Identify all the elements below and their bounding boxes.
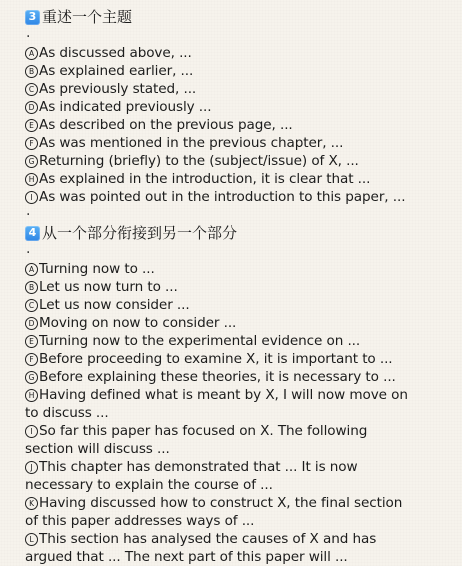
list-item [25, 62, 454, 80]
list-item-text: As discussed above, ... [39, 45, 192, 61]
list-item-text: As indicated previously ... [39, 99, 212, 115]
list-item [25, 494, 454, 512]
list-item-text: Before explaining these theories, it is necessary to ... [39, 369, 396, 385]
list-item-text: As explained earlier, ... [39, 63, 194, 79]
list-item [25, 314, 454, 332]
list-item [25, 188, 454, 206]
list-item [25, 458, 454, 476]
separator-dot: . [26, 25, 31, 41]
circled-letter-a: A [25, 47, 38, 60]
list-item [25, 350, 454, 368]
list-item-text: As previously stated, ... [39, 81, 197, 97]
list-item-text: This section has analysed the causes of X and has [39, 531, 377, 547]
list-item-text: This chapter has demonstrated that ... It is now [39, 459, 358, 475]
list-item-text: So far this paper has focused on X. The following [39, 423, 368, 439]
section-3-heading [25, 6, 454, 28]
number-3-badge-icon: 3 [25, 10, 40, 25]
circled-letter-j: J [25, 461, 38, 474]
list-item-text: Turning now to ... [39, 261, 155, 277]
list-item [25, 422, 454, 440]
list-item-text: Turning now to the experimental evidence on ... [39, 333, 361, 349]
list-item [25, 296, 454, 314]
circled-letter-a: A [25, 263, 38, 276]
list-item [25, 368, 454, 386]
list-item-text: Having defined what is meant by X, I will now move on [39, 387, 408, 403]
list-item [25, 152, 454, 170]
circled-letter-i: I [25, 425, 38, 438]
list-item-text: Let us now consider ... [39, 297, 190, 313]
circled-letter-g: G [25, 155, 38, 168]
circled-letter-d: D [25, 101, 38, 114]
list-item-text: Returning (briefly) to the (subject/issue) of X, ... [39, 153, 359, 169]
list-item [25, 44, 454, 62]
section-3-title: 重述一个主题 [42, 8, 133, 26]
list-item [25, 386, 454, 404]
circled-letter-b: B [25, 281, 38, 294]
list-item-continuation: necessary to explain the course of ... [25, 477, 273, 493]
list-item-text: Moving on now to consider ... [39, 315, 237, 331]
circled-letter-l: L [25, 533, 38, 546]
list-item-text: As was pointed out in the introduction to this paper, ... [39, 189, 406, 205]
circled-letter-g: G [25, 371, 38, 384]
list-item-text: As was mentioned in the previous chapter, ... [39, 135, 344, 151]
list-item [25, 260, 454, 278]
circled-letter-b: B [25, 65, 38, 78]
list-item-text: As explained in the introduction, it is clear that ... [39, 171, 371, 187]
list-item [25, 332, 454, 350]
circled-letter-e: E [25, 119, 38, 132]
list-item [25, 530, 454, 548]
list-item-text: As described on the previous page, ... [39, 117, 293, 133]
circled-letter-h: H [25, 389, 38, 402]
number-4-badge-icon: 4 [25, 226, 40, 241]
circled-letter-c: C [25, 299, 38, 312]
list-item [25, 134, 454, 152]
circled-letter-k: K [25, 497, 38, 510]
list-item [25, 170, 454, 188]
separator-dot: . [26, 203, 31, 219]
circled-letter-c: C [25, 83, 38, 96]
list-item-continuation: argued that ... The next part of this paper will ... [25, 549, 348, 565]
list-item [25, 278, 454, 296]
list-item-continuation: to discuss ... [25, 405, 109, 421]
list-item [25, 116, 454, 134]
list-item-text: Let us now turn to ... [39, 279, 178, 295]
list-item [25, 80, 454, 98]
circled-letter-i: I [25, 191, 38, 204]
list-item-text: Before proceeding to examine X, it is important to ... [39, 351, 393, 367]
circled-letter-d: D [25, 317, 38, 330]
circled-letter-e: E [25, 335, 38, 348]
section-4-title: 从一个部分衔接到另一个部分 [42, 224, 238, 242]
list-item-continuation: section will discuss ... [25, 441, 170, 457]
list-item-text: Having discussed how to construct X, the final section [39, 495, 403, 511]
separator-dot: . [26, 241, 31, 257]
list-item-continuation: of this paper addresses ways of ... [25, 513, 255, 529]
circled-letter-f: F [25, 137, 38, 150]
list-item [25, 98, 454, 116]
section-4-heading [25, 222, 454, 244]
circled-letter-f: F [25, 353, 38, 366]
circled-letter-h: H [25, 173, 38, 186]
